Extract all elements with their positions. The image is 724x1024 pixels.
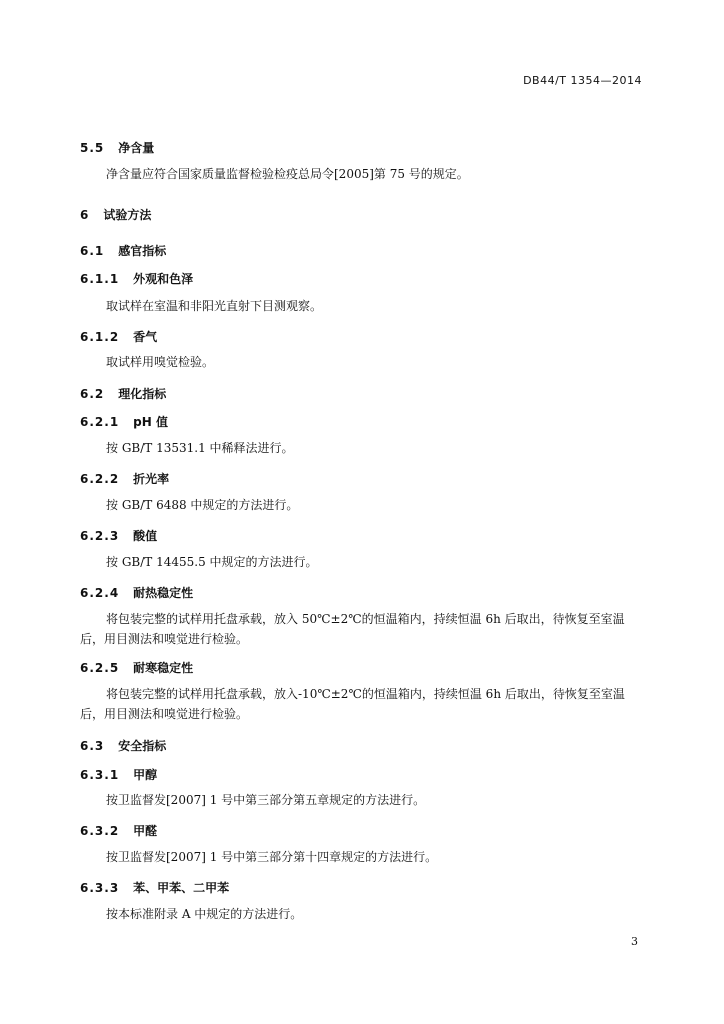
paragraph: 取试样用嗅觉检验。 [106, 355, 215, 369]
section-heading: 5.5 净含量 [80, 141, 155, 155]
section-heading: 6.2.2 折光率 [80, 472, 170, 486]
paragraph: 将包装完整的试样用托盘承载，放入 50℃±2℃的恒温箱内，持续恒温 6h 后取出，待恢复至室温后，用目测法和嗅觉进行检验。 [80, 612, 625, 646]
paragraph: 净含量应符合国家质量监督检验检疫总局令[2005]第 75 号的规定。 [106, 167, 469, 181]
section-heading: 6.3.1 甲醇 [80, 768, 158, 782]
paragraph: 按 GB/T 14455.5 中规定的方法进行。 [106, 555, 318, 569]
section-heading: 6.1.1 外观和色泽 [80, 272, 194, 286]
standard-code: DB44/T 1354—2014 [523, 74, 642, 87]
section-heading: 6.1 感官指标 [80, 244, 167, 258]
section-heading: 6.2.5 耐寒稳定性 [80, 661, 194, 675]
section-heading: 6.3 安全指标 [80, 739, 167, 753]
paragraph: 按 GB/T 13531.1 中稀释法进行。 [106, 441, 294, 455]
section-heading: 6.2.3 酸值 [80, 529, 158, 543]
paragraph: 将包装完整的试样用托盘承载，放入-10℃±2℃的恒温箱内，持续恒温 6h 后取出，待恢复至室温后，用目测法和嗅觉进行检验。 [80, 687, 625, 721]
paragraph: 按卫监督发[2007] 1 号中第三部分第五章规定的方法进行。 [106, 793, 426, 807]
section-heading: 6.2.1 pH 值 [80, 415, 168, 429]
section-heading: 6.2 理化指标 [80, 387, 167, 401]
section-heading: 6.3.3 苯、甲苯、二甲苯 [80, 881, 230, 895]
paragraph: 按本标准附录 A 中规定的方法进行。 [106, 907, 303, 921]
section-heading: 6.2.4 耐热稳定性 [80, 586, 194, 600]
section-heading: 6.3.2 甲醛 [80, 824, 158, 838]
page-number: 3 [631, 935, 638, 948]
paragraph: 取试样在室温和非阳光直射下目测观察。 [106, 299, 323, 313]
paragraph: 按卫监督发[2007] 1 号中第三部分第十四章规定的方法进行。 [106, 850, 438, 864]
section-heading: 6.1.2 香气 [80, 330, 158, 344]
section-heading: 6 试验方法 [80, 208, 152, 222]
paragraph: 按 GB/T 6488 中规定的方法进行。 [106, 498, 299, 512]
